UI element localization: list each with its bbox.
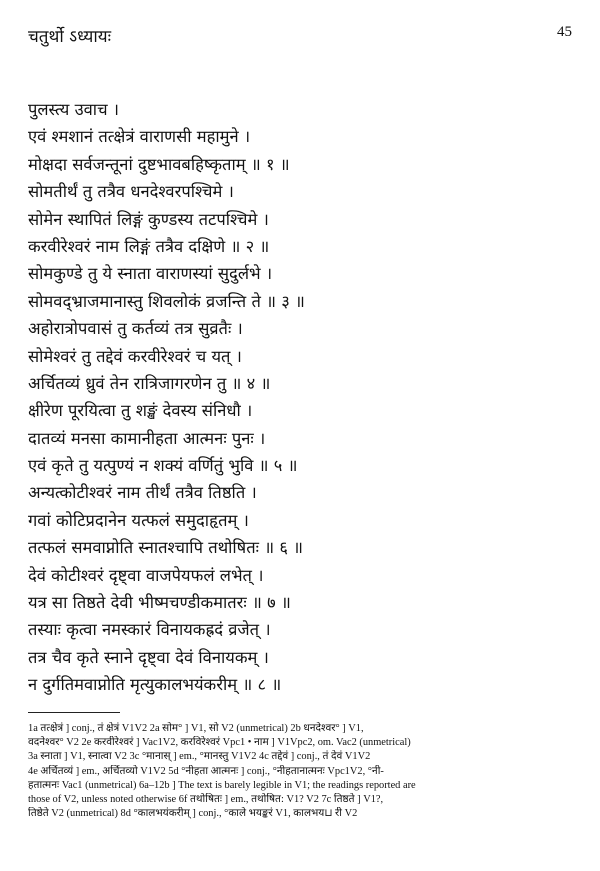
critical-apparatus bbox=[28, 722, 576, 821]
verse-line: एवं श्मशानं तत्क्षेत्रं वाराणसी महामुने । bbox=[28, 127, 251, 147]
verse-line: गवां कोटिप्रदानेन यत्फलं समुदाहृतम् । bbox=[28, 510, 249, 530]
verse-line: करवीरेश्वरं नाम लिङ्गं तत्रैव दक्षिणे ॥ २ ॥ bbox=[28, 236, 270, 256]
footnote-line: 4e अर्चितव्यं ] em., अर्चितव्यो V1V2 5d °नीहता आत्मनः ] conj., °नीहतानात्मनः Vpc1V2, °नी- bbox=[28, 765, 384, 777]
verse-line: तत्फलं समवाप्नोति स्नातश्चापि तथोषितः ॥ ६ ॥ bbox=[28, 538, 304, 558]
verse-line: सोमेश्वरं तु तद्देवं करवीरेश्वरं च यत् । bbox=[28, 346, 242, 366]
verse-text bbox=[28, 96, 588, 699]
footnote-divider bbox=[28, 712, 120, 713]
verse-line: अन्यत्कोटीश्वरं नाम तीर्थं तत्रैव तिष्ठति । bbox=[28, 483, 257, 503]
verse-line: पुलस्त्य उवाच । bbox=[28, 100, 120, 119]
footnote-line: those of V2, unless noted otherwise 6f तथोषितः ] em., तथोषित: V1? V2 7c तिष्ठते ] V1?, bbox=[28, 793, 384, 805]
footnote-line: तिष्ठेते V2 (unmetrical) 8d °कालभयंकरीम् ] conj., °काले भयङ्करं V1, कालभय⊔ री V2 bbox=[28, 808, 358, 820]
running-header bbox=[28, 24, 572, 50]
verse-line: क्षीरेण पूरयित्वा तु शङ्खं देवस्य संनिधौ । bbox=[28, 401, 253, 421]
verse-line: एवं कृते तु यत्पुण्यं न शक्यं वर्णितुं भुवि ॥ ५ ॥ bbox=[28, 456, 298, 476]
verse-line: देवं कोटीश्वरं दृष्ट्वा वाजपेयफलं लभेत् । bbox=[28, 565, 264, 585]
verse-line: अर्चितव्यं ध्रुवं तेन रात्रिजागरणेन तु ॥ ४ ॥ bbox=[28, 373, 271, 393]
footnote-line: वदनेश्वर° V2 2e करवीरेश्वरं ] Vac1V2, करविरेश्वरं Vpc1 • नाम ] V1Vpc2, om. Vac2 (unmetrical) bbox=[28, 737, 411, 749]
verse-line: न दुर्गतिमवाप्नोति मृत्युकालभयंकरीम् ॥ ८ ॥ bbox=[28, 675, 282, 695]
verse-line: तस्याः कृत्वा नमस्कारं विनायकह्रदं व्रजेत् । bbox=[28, 620, 271, 640]
verse-line: मोक्षदा सर्वजन्तूनां दुष्टभावबहिष्कृताम् ॥ १ ॥ bbox=[28, 154, 290, 174]
page-number: 45 bbox=[557, 24, 572, 40]
footnote-line: हतात्मनः Vac1 (unmetrical) 6a–12b ] The text is barely legible in V1; the readings reported are bbox=[28, 779, 416, 791]
verse-line: सोमतीर्थं तु तत्रैव धनदेश्वरपश्चिमे । bbox=[28, 182, 234, 202]
verse-line: अहोरात्रोपवासं तु कर्तव्यं तत्र सुव्रतैः । bbox=[28, 319, 243, 339]
footnote-line: 1a तत्क्षेत्रं ] conj., तं क्षेत्रं V1V2 2a सोम° ] V1, सो V2 (unmetrical) 2b धनदेश्वर° ] V1, bbox=[28, 723, 364, 734]
footnote-line: 3a स्नाता ] V1, स्नात्वा V2 3c °मानास् ] em., °मानस्तु V1V2 4c तद्देवं ] conj., तं देवं V1V2 bbox=[28, 751, 371, 763]
verse-line: सोमेन स्थापितं लिङ्गं कुण्डस्य तटपश्चिमे । bbox=[28, 209, 269, 229]
verse-line: यत्र सा तिष्ठते देवी भीष्मचण्डीकमातरः ॥ ७ ॥ bbox=[28, 593, 291, 613]
chapter-title: चतुर्थो ऽध्यायः bbox=[28, 27, 112, 47]
verse-line: तत्र चैव कृते स्नाने दृष्ट्वा देवं विनायकम् । bbox=[28, 647, 269, 667]
verse-line: दातव्यं मनसा कामानीहता आत्मनः पुनः । bbox=[28, 428, 266, 448]
verse-line: सोमवद्भ्राजमानास्तु शिवलोकं व्रजन्ति ते ॥ ३ ॥ bbox=[28, 291, 305, 311]
verse-line: सोमकुण्डे तु ये स्नाता वाराणस्यां सुदुर्लभे । bbox=[28, 264, 273, 284]
